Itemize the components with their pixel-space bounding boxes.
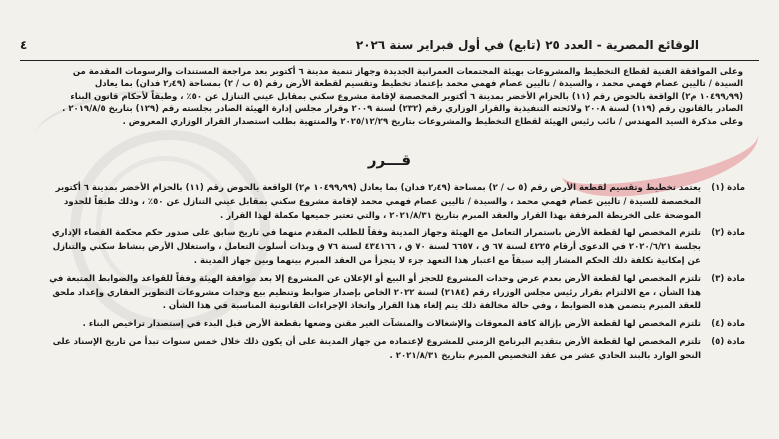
article-label: مادة (١): [711, 183, 745, 193]
preamble-paragraph: وعلى مذكرة السيد المهندس / نائب رئيس الهيئة لقطاع التخطيط والمشروعات بتاريخ ٢٠٢٥/١٢/٢٩ والمنتهية بطلب استصدار القرار الوزاري المعروض .: [122, 116, 743, 127]
article-3: [48, 273, 745, 314]
article-label: مادة (٤): [711, 319, 745, 330]
article-5: [48, 336, 745, 364]
preamble-paragraph: وعلى الموافقة الفنية لقطاع التخطيط والمشروعات بهيئة المجتمعات العمرانية الجديدة وجهاز تنمية مدينة ٦ أكتوبر بعد مراجعة المستندات والرسومات المقدمة من السيدة / تاليين عصام فهمي محمد ، والسيدة / تاليين عصام فهمي محمد بإعتماد تخطيط وتقسيم لقطعة الأرض رقم (٥ ب / ٢) بمساحة (٢٫٤٩ فدان) بما يعادل (١٠٤٩٩٫٩٩ م٢) الواقعة بالحوض رقم (١١) بالحزام الأخضر بمدينة ٦ أكتوبر المخصصة لإقامة مشروع سكني بمقابل عيني التنازل عن ٥٠٪ ، وطبقاً لأحكام قانون البناء الصادر بالقانون رقم (١١٩) لسنة ٢٠٠٨ ولائحته التنفيذية والقرار الوزاري رقم (٢٣٢) لسنة ٢٠٠٩ وقرار مجلس إدارة الهيئة الصادر بجلسته رقم (١٢٩) بتاريخ ٢٠١٩/٨/٥ .: [62, 67, 743, 115]
articles-list: [48, 182, 745, 368]
page-header: [20, 38, 759, 58]
preamble: [60, 66, 743, 128]
article-text: تلتزم المخصص لها لقطعة الأرض بإزالة كافة المعوقات والإشغالات والمنشآت الغير مقنن وضعها بقطعة الأرض قبل البدء في إستصدار تراخيص البناء .: [82, 319, 701, 330]
article-label: مادة (٥): [711, 336, 745, 347]
page-number: ٤: [20, 38, 28, 52]
article-4: [48, 318, 745, 332]
header-title: الوقائع المصرية - العدد ٢٥ (تابع) في أول فبراير سنة ٢٠٢٦: [355, 38, 699, 52]
article-text: تلتزم المخصص لها لقطعة الأرض بتقديم البرنامج الزمني للمشروع لإعتماده من جهاز المدينة على أن يكون ذلك خلال خمس سنوات تبدأ من تاريخ الإسناد على النحو الوارد بالبند الحادي عشر من عقد التخصيص المبرم بتاريخ ٢٠٢١/٨/٣١ .: [52, 336, 701, 361]
article-label: مادة (٢): [711, 228, 745, 239]
decision-heading: قـــرر: [367, 151, 412, 169]
article-text: تلتزم المخصص لها لقطعة الأرض بعدم عرض وحدات المشروع للحجز أو البيع أو الإعلان عن المشروع إلا بعد موافقة الهيئة وفقاً للقواعد والضوابط المتبعة في هذا الشأن ، مع الالتزام بقرار رئيس مجلس الوزراء رقم (٢١٨٤) لسنة ٢٠٢٢ الخاص بإصدار ضوابط وتنظيم بيع وحدات مشروعات التطوير العقاري وإعداد ملحق للعقد المبرم يتضمن هذه الضوابط ، وفي حالة مخالفة ذلك يتم إلغاء هذا القرار واتخاذ الإجراءات القانونية المناسبة في هذا الشأن .: [49, 273, 701, 312]
article-text: يعتمد تخطيط وتقسيم لقطعة الأرض رقم (٥ ب / ٢) بمساحة (٢٫٤٩ فدان) بما يعادل (١٠٤٩٩٫٩٩ م٢) الواقعة بالحوض رقم (١١) بالحزام الأخضر بمدينة ٦ أكتوبر المخصصة للسيدة / تاليين عصام فهمي محمد ، والسيدة / تاليين عصام فهمي محمد لإقامة مشروع سكني بمقابل عيني التنازل عن ٥٠٪ ، وذلك طبقاً للحدود الموضحة على الخريطة المرفقة بهذا القرار والعقد المبرم بتاريخ ٢٠٢١/٨/٣١ ، والتي تعتبر جميعها مكملة لهذا القرار .: [55, 183, 701, 221]
header-rule: [20, 60, 759, 61]
article-label: مادة (٣): [711, 273, 745, 284]
article-1: [48, 182, 745, 223]
article-text: تلتزم المخصص لها لقطعة الأرض باستمرار التعامل مع الهيئة وجهاز المدينة وفقاً للطلب المقدم منهما في تاريخ سابق على صدور حكم محكمة القضاء الإداري بجلسة ٢٠٢٠/٦/٢١ في الدعوى أرقام ٤٢٢٥ لسنة ٦٧ ق ، ٦٦٥٧ لسنة ٧٠ ق ، ٤٣٤١٦٦ لسنة ٧٦ ق وبذات أسلوب التعامل ، واستغلال الأرض بنشاط سكني والتنازل عن إمكانية تكلفة ذلك الحكم المشار إليه سبقاً مع اعتبار هذا التعهد جزء لا يتجزأ من العقد المبرم بينهما وبين جهاز المدينة .: [51, 228, 701, 266]
article-2: [48, 227, 745, 268]
